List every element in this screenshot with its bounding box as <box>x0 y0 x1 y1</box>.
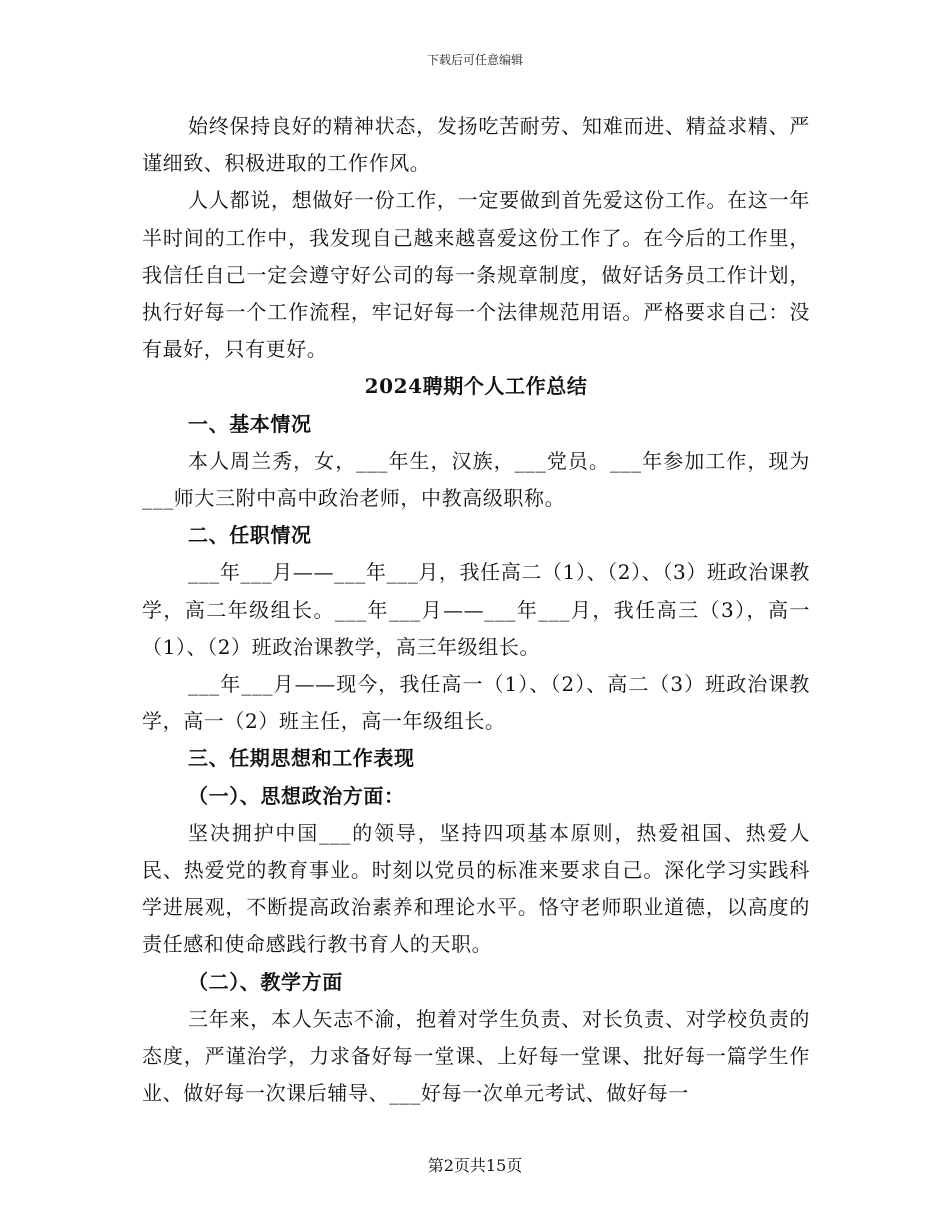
paragraph-love-work: 人人都说，想做好一份工作，一定要做到首先爱这份工作。在这一年半时间的工作中，我发现自己越来越喜爱这份工作了。在今后的工作里，我信任自己一定会遵守好公司的每一条规章制度，做好话务员工作计划，执行好每一个工作流程，牢记好每一个法律规范用语。严格要求自己：没有最好，只有更好。 <box>142 188 810 362</box>
page-number-footer: 第2页共15页 <box>427 1156 523 1175</box>
paragraph-work-style: 始终保持良好的精神状态，发扬吃苦耐劳、知难而进、精益求精、严谨细致、积极进取的工作作风。 <box>142 114 810 176</box>
paragraph-basic-info: 本人周兰秀，女，___年生，汉族，___党员。___年参加工作，现为___师大三附中高中政治老师，中教高级职称。 <box>142 448 810 511</box>
paragraph-political: 坚决拥护中国___的领导，坚持四项基本原则，热爱祖国、热爱人民、热爱党的教育事业。时刻以党员的标准来要求自己。深化学习实践科学进展观，不断提高政治素养和理论水平。恪守老师职业道德，以高度的责任感和使命感践行教书育人的天职。 <box>142 820 810 957</box>
subsection-heading-political: （一）、思想政治方面： <box>188 783 405 808</box>
section-heading-basic-info: 一、基本情况 <box>188 411 312 436</box>
section-heading-performance: 三、任期思想和工作表现 <box>188 746 415 771</box>
document-body <box>142 108 810 1112</box>
section-heading-positions: 二、任职情况 <box>188 523 312 548</box>
paragraph-positions-1: ___年___月——___年___月，我任高二（1）、（2）、（3）班政治课教学，高二年级组长。___年___月——___年___月，我任高三（3），高一（1）、（2）班政治课教学，高三年级组长。 <box>142 560 810 659</box>
document-title: 2024聘期个人工作总结 <box>364 374 588 399</box>
subsection-heading-teaching: （二）、教学方面 <box>188 969 343 994</box>
paragraph-positions-2: ___年___月——现今，我任高一（1）、（2）、高二（3）班政治课教学，高一（2）班主任，高一年级组长。 <box>142 672 810 734</box>
paragraph-teaching: 三年来，本人矢志不渝，抱着对学生负责、对长负责、对学校负责的态度，严谨治学，力求备好每一堂课、上好每一堂课、批好每一篇学生作业、做好每一次课后辅导、___好每一次单元考试、做好每一 <box>142 1006 810 1106</box>
page-header-note: 下载后可任意编辑 <box>426 53 523 67</box>
